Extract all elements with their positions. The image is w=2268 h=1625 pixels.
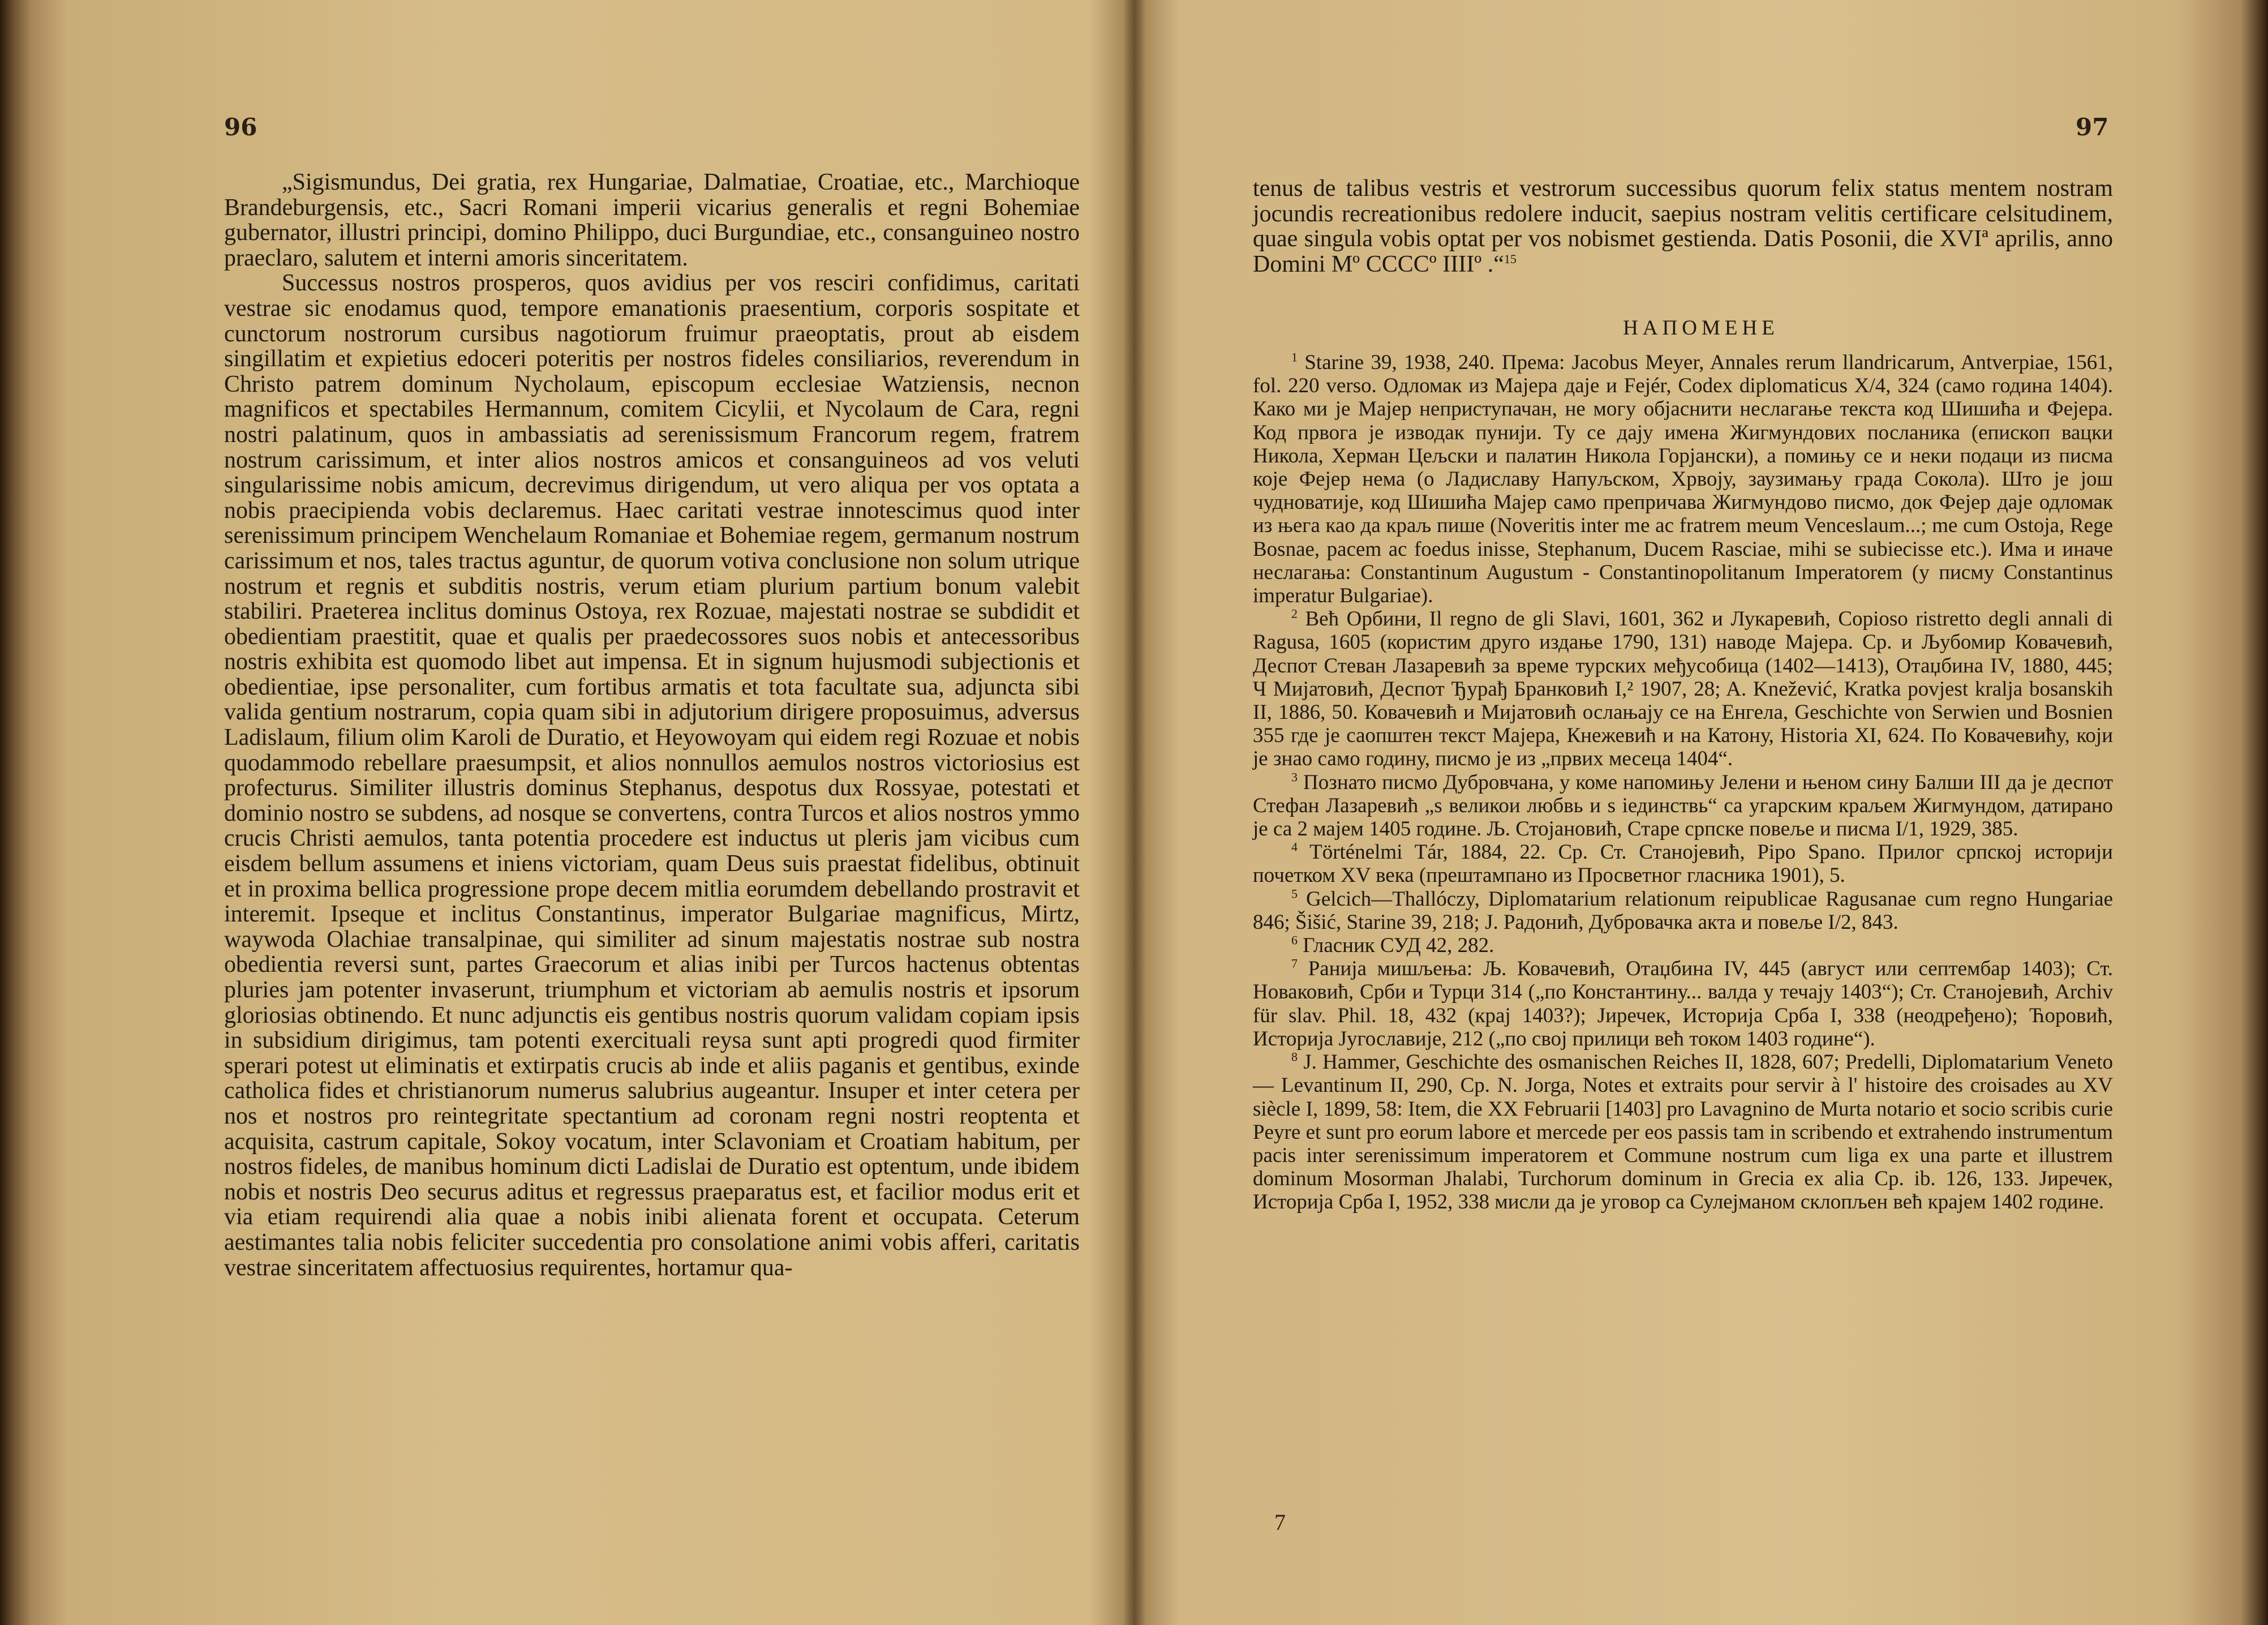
page-number-right: 97 bbox=[2076, 113, 2109, 141]
footnote-number: 8 bbox=[1291, 1049, 1298, 1064]
footnotes-section bbox=[1253, 351, 2113, 1214]
footnote bbox=[1253, 607, 2113, 770]
right-page bbox=[1134, 0, 2268, 1625]
signature-mark: 7 bbox=[1274, 1510, 1286, 1535]
footnote bbox=[1253, 841, 2113, 887]
footnote-number: 7 bbox=[1291, 956, 1298, 971]
continuation-text: tenus de talibus vestris et vestrorum successibus quorum felix status mentem nostram jocundis recreationibus redolere inducit, saepius nostram velitis certificare celsitudinem, quae singula vobis optat per vos nobismet gestienda. Datis Posonii, die XVIª aprilis, anno Domini Mº CCCCº IIIIº .“ bbox=[1253, 175, 2113, 277]
footnote-text: Ранија мишљења: Љ. Ковачевић, Отаџбина IV, 445 (август или септембар 1403); Ст. Новаковић, Срби и Турци 314 („по Константину... валда у течају 1403“); Ст. Станојевић, Archiv für slav. Phil. 18, 432 (крај 1403?); Јиречек, Историја Срба I, 338 (неодређено); Ћоровић, Историја Југославије, 212 („по свој прилици већ током 1403 године“). bbox=[1253, 957, 2114, 1051]
footnote-number: 1 bbox=[1291, 350, 1298, 365]
footnote-text: Вeћ Орбини, Il regno de gli Slavi, 1601, 362 и Лукаревић, Copioso ristretto degli annali di Ragusa, 1605 (користим друго издање 1790, 131) наводе Мајера. Ср. и Љубомир Ковачевић, Деспот Стеван Лазаревић за време турских међусобица (1402—1413), Отаџбина IV, 1880, 445; Ч Мијатовић, Деспот Ђурађ Бранковић I,² 1907, 28; A. Knežević, Kratka povjest kralja bosanskih II, 1886, 50. Ковачевић и Мијатовић ослањају се на Енгела, Geschichte von Serwien und Bosnien 355 где је саопштен текст Мајера, Кнежевић и на Катону, Historia XI, 624. По Ковачевићу, који је знао само годину, писмо је из „првих месеца 1404“. bbox=[1253, 607, 2114, 771]
footnote-ref: 15 bbox=[1504, 251, 1517, 266]
footnote-text: Познато писмо Дубровчана, у коме напомињу Јелени и њеном сину Балши III да је деспот Стефан Лазаревић „s великои любвь и s iединствь“ са угарским краљем Жигмундом, датирано је са 2 мајем 1405 године. Љ. Стојановић, Старе српске повеље и писма I/1, 1929, 385. bbox=[1253, 770, 2114, 841]
letter-continuation bbox=[1253, 176, 2113, 277]
footnote-text: J. Hammer, Geschichte des osmanischen Reiches II, 1828, 607; Predelli, Diplomatarium Veneto — Levantinum II, 290, Ср. N. Jorga, Notes et extraits pour servir à l' histoire des croisades au XV siècle I, 1899, 58: Item, die XX Februarii [1403] pro Lavagnino de Murta notario et socio scribis curie Peyre et sunt pro eorum labore et mercede per eos passis tam in scribendo et extrahendo instrumentum pacis inter serenissimum imperatorem et Commune nostrum cum liga ex una parte et illustrem dominum Mosorman Jhalabi, Turchorum dominum in Grecia ex alia Ср. ib. 126, 133. Јиречек, Историја Срба I, 1952, 338 мисли да је уговор са Сулејманом склопљен већ крајем 1402 године. bbox=[1253, 1051, 2113, 1214]
footnote-number: 4 bbox=[1291, 839, 1298, 854]
footnote-text: Történelmi Tár, 1884, 22. Ср. Ст. Станојевић, Pipo Spano. Прилог српској историји почетком XV века (прештампано из Просветног гласника 1901), 5. bbox=[1253, 841, 2113, 887]
footnote-text: Starine 39, 1938, 240. Према: Jacobus Meyer, Annales rerum llandricarum, Antverpiae, 1561, fol. 220 verso. Одломак из Мајера даје и Fejér, Codex diplomaticus X/4, 324 (само година 1404). Како ми је Мајер неприступачан, не могу објаснити неслагање текста код Шишића и Фејера. Код првога је изводак пунији. Ту се дају имена Жигмундових посланика (епископ вацки Никола, Херман Цељски и палатин Никола Горјански), а помињу се и неки подаци из писма које Фејер нема (о Ладиславу Напуљском, Хрвоју, заузимању града Сокола). Што је још чудноватије, код Шишића Мајер само препричава Жигмундово писмо, док Фејер даје одломак из њега као да краљ пише (Noveritis inter me ac fratrem meum Venceslaum...; me cum Ostoja, Rege Bosnae, pacem ac foedus inisse, Stephanum, Ducem Rasciae, mihi se subiecisse etc.). Има и иначе неслагања: Constantinum Augustum - Constantinopolitanum Imperatorem (у писму Constantinus imperatur Bulgariae). bbox=[1253, 351, 2113, 608]
footnote bbox=[1253, 934, 2113, 957]
notes-heading: НАПОМЕНЕ bbox=[1623, 316, 1779, 340]
footnote bbox=[1253, 1051, 2113, 1214]
page-number-left: 96 bbox=[224, 113, 257, 141]
footnote-text: Гласник СУД 42, 282. bbox=[1303, 934, 1494, 958]
continuation-paragraph bbox=[1253, 176, 2113, 277]
left-page-body bbox=[224, 170, 1080, 1280]
footnote-number: 5 bbox=[1291, 886, 1298, 901]
salutation-paragraph: „Sigismundus, Dei gratia, rex Hungariae, Dalmatiae, Croatiae, etc., Marchioque Brandeburgensis, etc., Sacri Romani imperii vicarius generalis et regni Bohemiae gubernator, illustri principi, domino Philippo, duci Burgundiae, etc., consanguineo nostro praeclaro, salutem et interni amoris sinceritatem. bbox=[224, 169, 1080, 271]
footnote-number: 6 bbox=[1291, 933, 1298, 947]
footnote bbox=[1253, 957, 2113, 1051]
footnote-text: Gelcich—Thallóczy, Diplomatarium relationum reipublicae Ragusanae cum regno Hungariae 846; Šišić, Starine 39, 218; J. Радонић, Дубровачка акта и повеље I/2, 843. bbox=[1253, 887, 2114, 934]
footnote bbox=[1253, 887, 2113, 934]
letter-body-paragraph: Successus nostros prosperos, quos avidius per vos resciri confidimus, caritati vestrae sic enodamus quod, tempore emanationis praesentium, corporis sospitate et cunctorum nostrorum cursibus nagotiorum fruimur praeoptatis, prout ab eisdem singillatim et expietius edoceri poteritis per nostros fideles consiliarios, reverendum in Christo patrem dominum Nycholaum, episcopum ecclesiae Watziensis, necnon magnificos et spectabiles Hermannum, comitem Cicylii, et Nycolaum de Cara, regni nostri palatinum, quos in ambassiatis ad serenissismum Francorum regem, fratrem nostrum carissimum, et inter alios nostros amicos et consanguineos ad vos veluti singularissime nobis amicum, decrevimus dirigendum, ut vero aliqua per vos optata a nobis praecipienda vobis declaremus. Haec caritati vestrae innotescimus quod inter serenissimum principem Wenchelaum Romaniae et Bohemiae regem, germanum nostrum carissimum et nos, tales tractus aguntur, de quorum votiva conclusione non solum utrique nostrum et regnis et subditis nostris, verum etiam plurium partium bonum valebit stabiliri. Praeterea inclitus dominus Ostoya, rex Rozuae, majestati nostrae se subdidit et obedientiam praestitit, quae et qualis per praedecossores suos nobis et antecessoribus nostris exhibita est quomodo libet aut impensa. Et in signum hujusmodi subjectionis et obedientiae, ipse personaliter, cum fortibus armatis et tota facultate sua, adjuncta sibi valida gentium nostrarum, copia quam sibi in adjutorium dirigere proposuimus, adversus Ladislaum, filium olim Karoli de Duratio, et Heyowoyam qui eidem regi Rozuae et nobis quodammodo rebellare praesumpsit, et alios nonnullos aemulos nostros victoriosius est profecturus. Similiter illustris dominus Stephanus, despotus dux Rossyae, potestati et dominio nostro se subdens, ad nosque se convertens, contra Turcos et alios nostros ymmo crucis Christi aemulos, tanta potentia procedere est inductus ut pleris jam vicibus cum eisdem bellum assumens et iniens victoriam, quam Deus suis praestat fidelibus, obtinuit et in proxima bellica progressione prope decem mitlia eorumdem debellando prostravit et interemit. Ipseque et inclitus Constantinus, imperator Bulgariae magnificus, Mirtz, waywoda Olachiae transalpinae, qui similiter ad sinum majestatis nostrae sub nostra obedientia reversi sunt, partes Graecorum et alias inibi per Turcos hactenus obtentas pluries jam potenter invaserunt, triumphum et victoriam ab aemulis nostris et ipsorum gloriosias obtinendo. Et nunc adjunctis eis gentibus nostris quorum validam copiam ipsis in subsidium dirigimus, tam potenti exercituali reysa sunt apti progredi quod firmiter sperari potest ut eliminatis et extirpatis crucis ab inde et aliis paganis et gentibus, exinde catholica fides et christianorum numerus salubrius augeantur. Insuper et inter cetera per nos et nostros pro reintegritate spectantium ad coronam regni nostri reoptenta et acquisita, castrum capitale, Sokoy vocatum, inter Sclavoniam et Croatiam habitum, per nostros fideles, de manibus hominum dicti Ladislai de Duratio est optentum, unde ibidem nobis et nostris Deo securus aditus et regressus praeparatus est, et facilior modus erit et via etiam requirendi alia quae a nobis inibi alienata forent et occupata. Ceterum aestimantes talia nobis feliciter succedentia pro consolatione animi vobis afferi, caritatis vestrae sinceritatem affectuosius requirentes, hortamur qua- bbox=[224, 270, 1080, 1281]
footnote bbox=[1253, 771, 2113, 841]
footnote-number: 2 bbox=[1291, 606, 1298, 621]
footnote bbox=[1253, 351, 2113, 607]
footnote-number: 3 bbox=[1291, 770, 1298, 784]
